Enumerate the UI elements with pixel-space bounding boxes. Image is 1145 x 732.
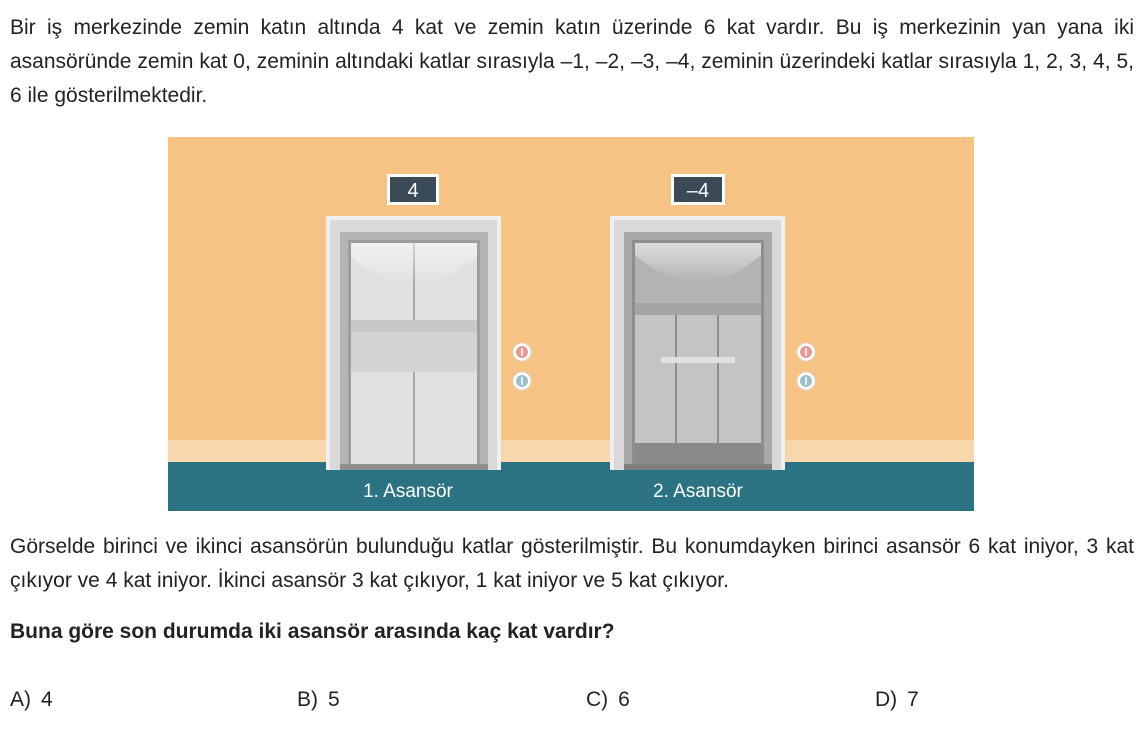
option-b-letter: B) — [297, 688, 318, 711]
option-c-value: 6 — [618, 688, 630, 711]
elevator-2-floor-number: –4 — [686, 180, 710, 202]
option-c[interactable] — [586, 683, 630, 717]
option-d[interactable] — [875, 683, 919, 717]
option-a[interactable] — [10, 683, 53, 717]
elevator-illustration — [168, 137, 974, 511]
situation-paragraph: Görselde birinci ve ikinci asansörün bulunduğu katlar gösterilmiştir. Bu konumdayken birinci asansör 6 kat iniyor, 3 kat çıkıyor ve 4 kat iniyor. İkinci asansör 3 kat çıkıyor, 1 kat iniyor ve 5 kat çıkıyor. — [10, 535, 1134, 592]
option-a-value: 4 — [41, 688, 53, 711]
floor-band — [168, 462, 974, 511]
elevator-1-floor-number: 4 — [407, 180, 419, 202]
elevator-2-label: 2. Asansör — [653, 481, 743, 502]
option-a-letter: A) — [10, 688, 31, 711]
baseboard — [168, 440, 974, 462]
wall — [168, 137, 974, 440]
elevator-2 — [610, 174, 815, 502]
intro-paragraph: Bir iş merkezinde zemin katın altında 4 kat ve zemin katın üzerinde 6 kat vardır. Bu iş merkezinin yan yana iki asansöründe zemin kat 0, zeminin altındaki katlar sırasıyla –1, –2, –3, –4, zeminin üzerindeki katlar sırasıyla 1, 2, 3, 4, 5, 6 ile gösterilmektedir. — [10, 16, 1134, 107]
question-text: Buna göre son durumda iki asansör arasında kaç kat vardır? — [10, 620, 615, 643]
elevator-2-handrail — [661, 357, 735, 363]
option-d-value: 7 — [907, 688, 919, 711]
option-b[interactable] — [297, 683, 340, 717]
elevator-1-label: 1. Asansör — [363, 481, 453, 502]
option-d-letter: D) — [875, 688, 898, 711]
option-c-letter: C) — [586, 688, 609, 711]
elevator-1 — [326, 174, 531, 502]
option-b-value: 5 — [328, 688, 340, 711]
